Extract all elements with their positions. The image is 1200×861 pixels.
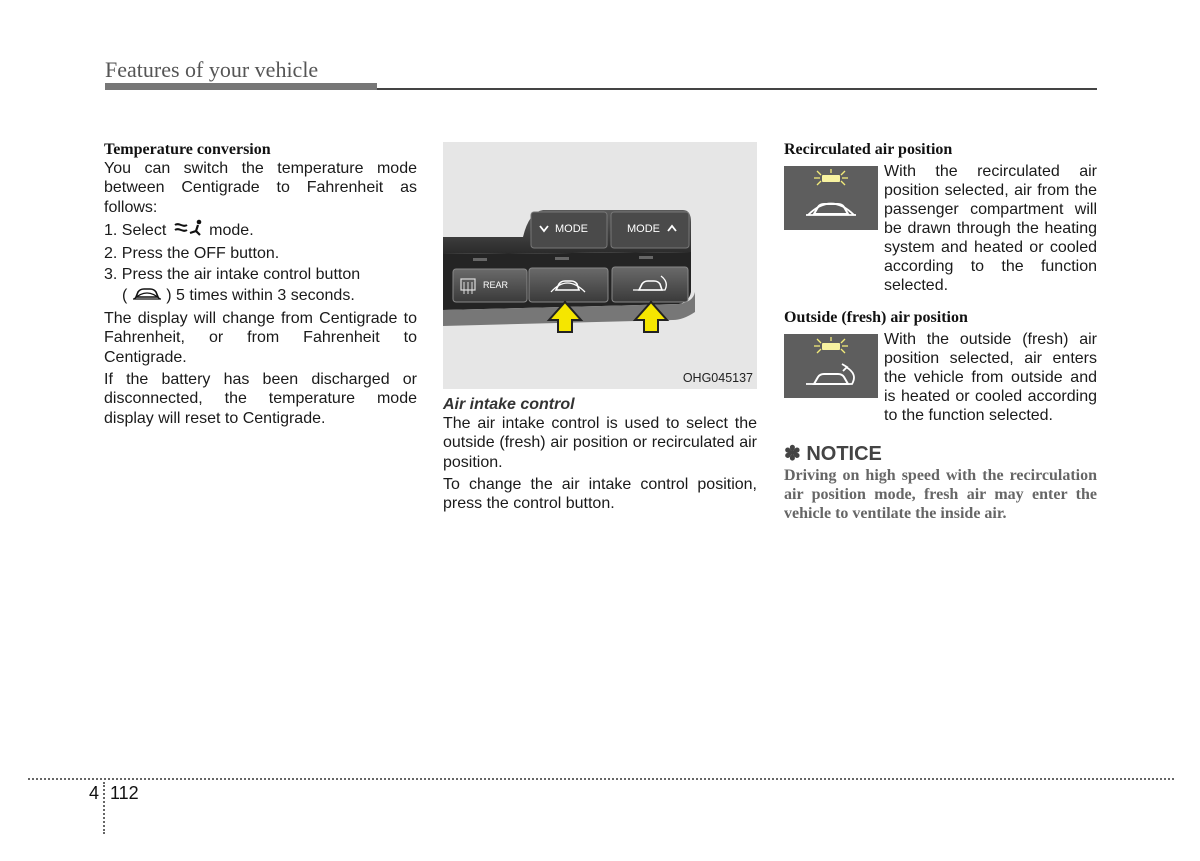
recirculated-air-text: With the recirculated air position selected, air from the passenger compartment will be drawn through the heating system and heated or cooled according to the function selected. xyxy=(884,163,1097,294)
step-1-suffix: mode. xyxy=(209,221,254,239)
outside-air-text: With the outside (fresh) air position selected, air enters the vehicle from outside and is heated or cooled according to the function selected. xyxy=(884,331,1097,424)
chapter-number: 4 xyxy=(89,783,100,803)
temperature-conversion-heading: Temperature conversion xyxy=(104,141,271,158)
recirculation-indicator-icon xyxy=(784,166,878,230)
recirculated-air-heading: Recirculated air position xyxy=(784,141,953,158)
figure-code: OHG045137 xyxy=(682,371,753,385)
temperature-intro: You can switch the temperature mode between Centigrade to Fahrenheit as follows: xyxy=(104,160,417,216)
notice-body: Driving on high speed with the recirculation air position mode, fresh air may enter the vehicle to ventilate the inside air. xyxy=(784,467,1097,522)
step-1-prefix: 1. Select xyxy=(104,221,167,239)
mode-up-label: MODE xyxy=(627,223,660,235)
step-2: 2. Press the OFF button. xyxy=(104,245,280,263)
recirculation-icon xyxy=(132,285,162,306)
step-1 xyxy=(104,219,417,242)
outside-air-heading: Outside (fresh) air position xyxy=(784,309,968,326)
air-intake-control-figure xyxy=(443,142,757,389)
step-3: 3. Press the air intake control button xyxy=(104,266,361,284)
header-rule-accent xyxy=(105,83,377,90)
battery-reset-text: If the battery has been discharged or disconnected, the temperature mode display will reset to Centigrade. xyxy=(104,370,417,427)
column-air-positions xyxy=(784,140,1097,523)
step-3-suffix: ) 5 times within 3 seconds. xyxy=(166,286,355,304)
air-intake-description: The air intake control is used to select the outside (fresh) air position or recirculated air position. xyxy=(443,415,757,471)
footer-rule xyxy=(28,778,1174,780)
display-change-text: The display will change from Centigrade to Fahrenheit, or from Fahrenheit to Centigrade. xyxy=(104,310,417,366)
figure-caption: Air intake control xyxy=(443,396,575,413)
footer-divider xyxy=(103,782,105,834)
control-panel-illustration xyxy=(443,142,757,389)
step-3-open-paren: ( xyxy=(122,286,128,304)
rear-label: REAR xyxy=(483,280,509,290)
page-header-title: Features of your vehicle xyxy=(105,57,319,82)
recirculation-button xyxy=(529,268,608,302)
column-air-intake xyxy=(443,140,757,513)
notice-title: ✽ NOTICE xyxy=(784,443,882,465)
mode-down-label: MODE xyxy=(555,223,588,235)
column-temperature-conversion xyxy=(104,140,417,428)
air-intake-instruction: To change the air intake control position, press the control button. xyxy=(443,475,757,513)
page-number: 112 xyxy=(110,783,139,803)
recirculated-air-block xyxy=(784,162,1097,295)
fresh-air-indicator-icon xyxy=(784,334,878,398)
fresh-air-button xyxy=(612,267,688,302)
floor-mode-icon xyxy=(171,219,205,242)
outside-air-block xyxy=(784,330,1097,425)
step-3-continuation xyxy=(104,285,417,306)
